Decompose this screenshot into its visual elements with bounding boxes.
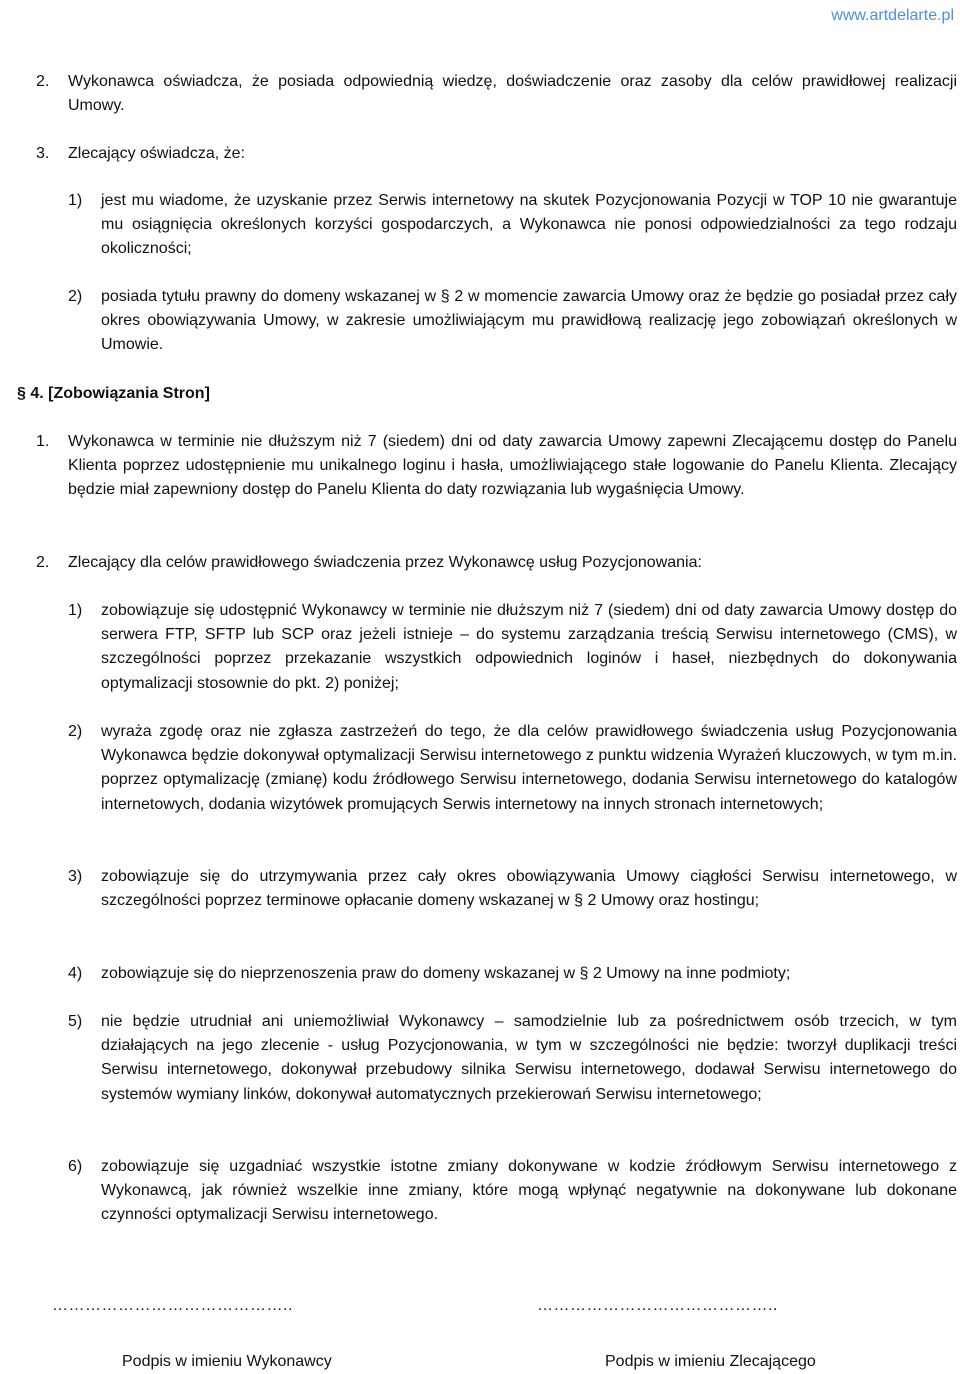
paragraph-panel-access: Wykonawca w terminie nie dłuższym niż 7 (siedem) dni od daty zawarcia Umowy zapewni Zlecającemu dostęp do Panelu Klienta poprzez udostępnienie mu unikalnego loginu i hasła, umożliwiającego stałe logowanie do Panelu Klienta. Zlecający będzie miał zapewniony dostęp do Panelu Klienta do daty rozwiązania lub wygaśnięcia Umowy. (68, 433, 957, 499)
item-number: 3. (36, 145, 50, 162)
subitem-text: zobowiązuje się udostępnić Wykonawcy w terminie nie dłuższym niż 7 (siedem) dni od daty zawarcia Umowy dostęp do serwera FTP, SFTP lub SCP oraz jeżeli istnieje – do systemu zarządzania treścią Serwisu internetowego (CMS), w szczególności poprzez przekazanie wszystkich odpowiednich loginów i haseł, niezbędnych do dokonywania optymalizacji stosownie do pkt. 2) poniżej; (101, 602, 957, 692)
item-number: 2. (36, 73, 50, 90)
header-url[interactable]: www.artdelarte.pl (831, 7, 954, 24)
subitem-number: 5) (68, 1013, 83, 1030)
subitem-number: 1) (68, 192, 83, 209)
item-number: 2. (36, 554, 50, 571)
subitem-number: 1) (68, 602, 83, 619)
paragraph-client-statement: Zlecający oświadcza, że: (68, 145, 245, 162)
subitem-number: 2) (68, 723, 83, 740)
paragraph-client-obligations: Zlecający dla celów prawidłowego świadczenia przez Wykonawcę usług Pozycjonowania: (68, 554, 702, 571)
paragraph-contractor-statement: Wykonawca oświadcza, że posiada odpowiednią wiedzę, doświadczenie oraz zasoby dla celów prawidłowej realizacji Umowy. (68, 73, 957, 115)
subitem-text: nie będzie utrudniał ani uniemożliwiał Wykonawcy – samodzielnie lub za pośrednictwem osób trzecich, w tym działających na jego zlecenie - usług Pozycjonowania, w tym w szczególności nie będzie: tworzył duplikacji treści Serwisu internetowego, dokonywał przebudowy silnika Serwisu internetowego, dodawał Serwisu internetowego do systemów wymiany linków, dokonywał automatycznych przekierowań Serwisu internetowego; (101, 1013, 957, 1103)
section-heading: § 4. [Zobowiązania Stron] (17, 385, 210, 402)
signature-line-contractor: …………………………………….. (52, 1297, 293, 1314)
subitem-number: 6) (68, 1158, 83, 1175)
item-number: 1. (36, 433, 50, 450)
subitem-text: zobowiązuje się uzgadniać wszystkie istotne zmiany dokonywane w kodzie źródłowym Serwisu internetowego z Wykonawcą, jak również wszelkie inne zmiany, które mogą wpłynąć negatywnie na dokonywane lub dokonane czynności optymalizacji Serwisu internetowego. (101, 1158, 957, 1224)
signature-label-contractor: Podpis w imieniu Wykonawcy (122, 1353, 332, 1370)
subitem-text: jest mu wiadome, że uzyskanie przez Serwis internetowy na skutek Pozycjonowania Pozycji w TOP 10 nie gwarantuje mu osiągnięcia określonych korzyści gospodarczych, a Wykonawca nie ponosi odpowiedzialności za tego rodzaju okoliczności; (101, 192, 957, 258)
subitem-text: wyraża zgodę oraz nie zgłasza zastrzeżeń do tego, że dla celów prawidłowego świadczenia usług Pozycjonowania Wykonawca będzie dokonywał optymalizacji Serwisu internetowego z punktu widzenia Wyrażeń kluczowych, w tym m.in. poprzez optymalizację (zmianę) kodu źródłowego Serwisu internetowego, dodania Serwisu internetowego do katalogów internetowych, dodania wizytówek promujących Serwis internetowy na innych stronach internetowych; (101, 723, 957, 813)
signature-label-client: Podpis w imieniu Zlecającego (605, 1353, 816, 1370)
signature-line-client: …………………………………….. (537, 1297, 778, 1314)
subitem-text: zobowiązuje się do nieprzenoszenia praw do domeny wskazanej w § 2 Umowy na inne podmioty; (101, 965, 791, 982)
subitem-text: zobowiązuje się do utrzymywania przez cały okres obowiązywania Umowy ciągłości Serwisu internetowego, w szczególności poprzez terminowe opłacanie domeny wskazanej w § 2 Umowy oraz hostingu; (101, 868, 957, 910)
subitem-number: 4) (68, 965, 83, 982)
subitem-number: 3) (68, 868, 83, 885)
subitem-text: posiada tytułu prawny do domeny wskazanej w § 2 w momencie zawarcia Umowy oraz że będzie go posiadał przez cały okres obowiązywania Umowy, w zakresie umożliwiającym mu prawidłową realizację jego zobowiązań określonych w Umowie. (101, 288, 957, 354)
subitem-number: 2) (68, 288, 83, 305)
